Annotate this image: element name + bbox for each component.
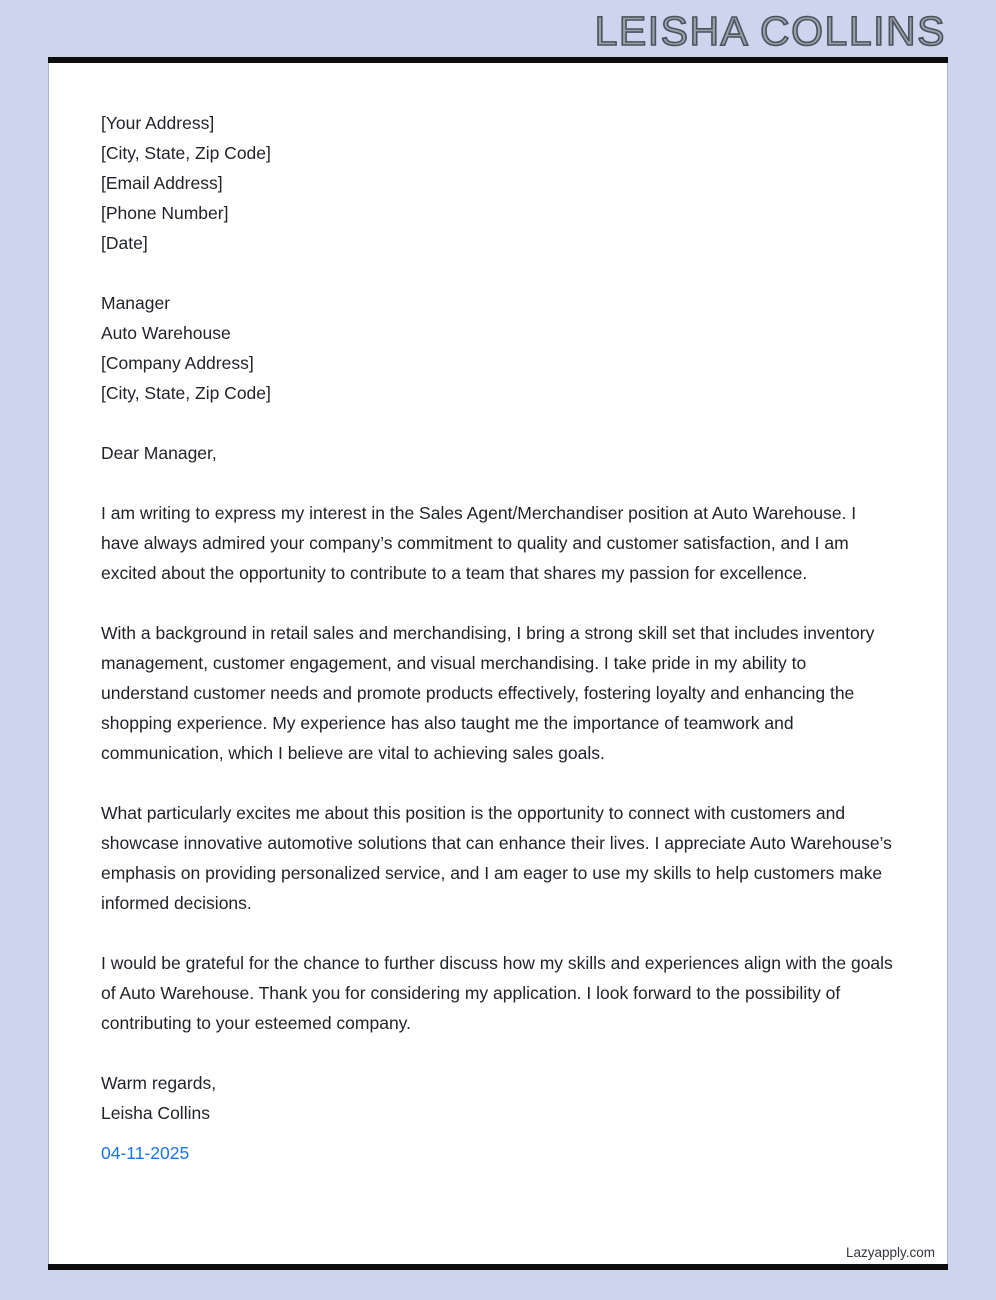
body-paragraph: I would be grateful for the chance to further discuss how my skills and experiences align with the goals of Auto Warehouse. Thank you for considering my application. I look forward to the possibility of contributing to your esteemed company. (101, 953, 893, 1033)
recipient-line: Manager (101, 293, 171, 313)
body-paragraph: With a background in retail sales and merchandising, I bring a strong skill set that includes inventory management, customer engagement, and visual merchandising. I take pride in my ability to understand customer needs and promote products effectively, fostering loyalty and enhancing the shopping experience. My experience has also taught me the importance of teamwork and communication, which I believe are vital to achieving sales goals. (101, 623, 875, 763)
body-paragraph: What particularly excites me about this position is the opportunity to connect with customers and showcase innovative automotive solutions that can enhance their lives. I appreciate Auto Warehouse’s emphasis on providing personalized service, and I am eager to use my skills to help customers make informed decisions. (101, 803, 892, 913)
sender-address-line: [Your Address] (101, 113, 215, 133)
sender-address-line: [Date] (101, 233, 148, 253)
recipient-line: [City, State, Zip Code] (101, 383, 271, 403)
body-paragraph: I am writing to express my interest in the Sales Agent/Merchandiser position at Auto Warehouse. I have always admired your company’s commitment to quality and customer satisfaction, and I am excited about the opportunity to contribute to a team that shares my passion for excellence. (101, 503, 857, 583)
sender-address-block (101, 108, 895, 258)
signature: Leisha Collins (101, 1103, 210, 1123)
sender-address-line: [Phone Number] (101, 203, 229, 223)
recipient-line: Auto Warehouse (101, 323, 231, 343)
sender-address-line: [City, State, Zip Code] (101, 143, 271, 163)
site-credit: Lazyapply.com (845, 1245, 935, 1260)
sender-address-line: [Email Address] (101, 173, 223, 193)
page-title: LEISHA COLLINS (594, 8, 946, 54)
letter-content (49, 58, 947, 1168)
top-divider (48, 57, 948, 63)
date-link[interactable]: 04-11-2025 (101, 1143, 190, 1163)
recipient-address-block (101, 288, 895, 408)
letter-document (48, 57, 948, 1270)
recipient-line: [Company Address] (101, 353, 254, 373)
bottom-divider (48, 1264, 948, 1270)
closing: Warm regards, (101, 1073, 217, 1093)
salutation: Dear Manager, (101, 443, 217, 463)
